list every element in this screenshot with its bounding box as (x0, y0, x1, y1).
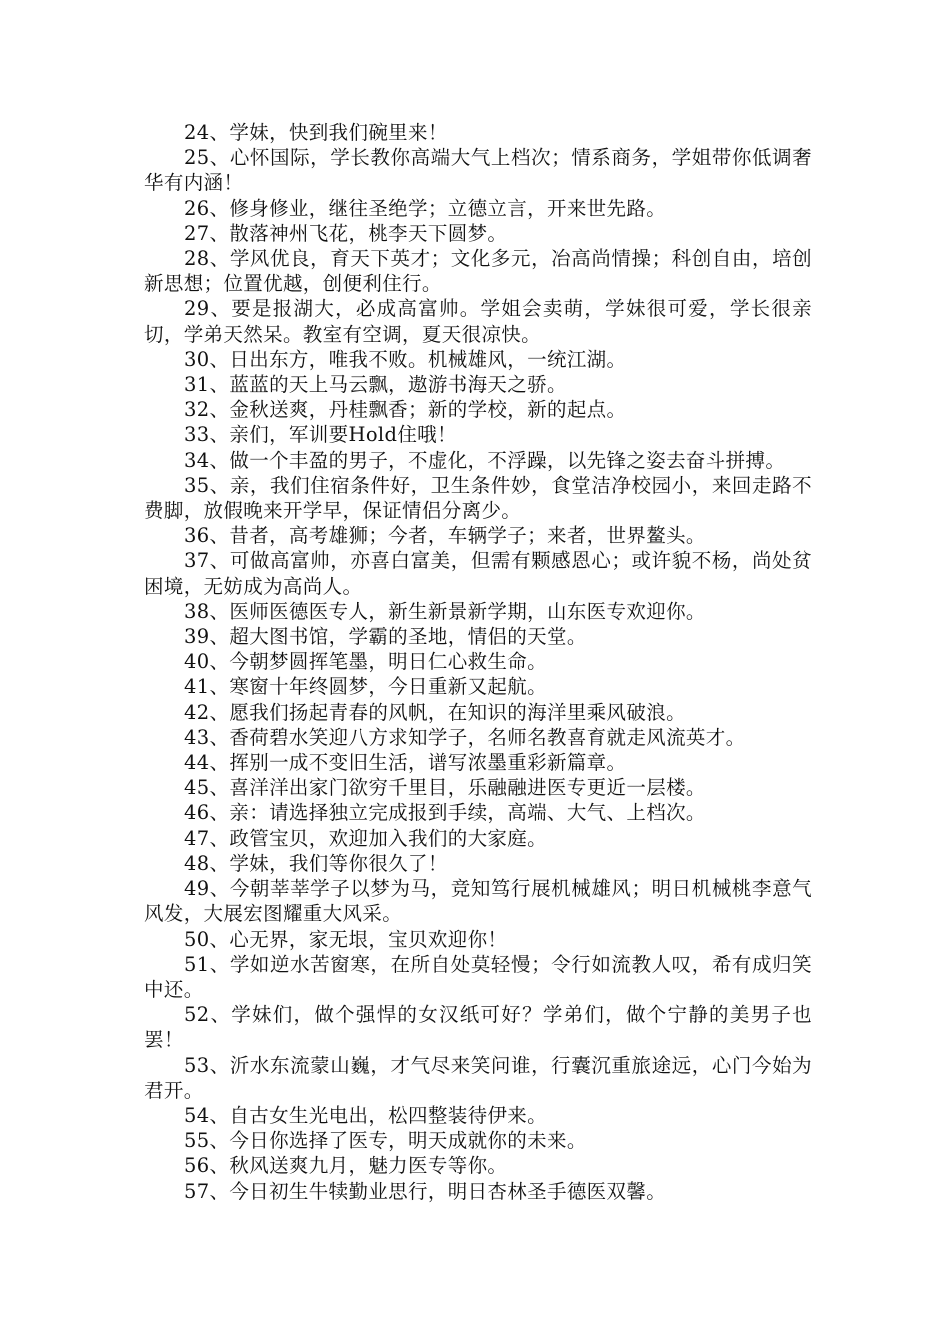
paragraph-36: 36、昔者，高考雄狮；今者，车辆学子；来者，世界鳌头。 (184, 524, 706, 548)
paragraph-56: 56、秋风送爽九月，魅力医专等你。 (184, 1154, 508, 1178)
paragraph-32: 32、金秋送爽，丹桂飘香；新的学校，新的起点。 (184, 398, 627, 422)
paragraph-34: 34、做一个丰盈的男子，不虚化，不浮躁，以先锋之姿去奋斗拼搏。 (184, 448, 786, 472)
paragraph-25: 25、心怀国际，学长教你高端大气上档次；情系商务，学姐带你低调奢华有内涵！ (144, 146, 812, 195)
paragraph-50: 50、心无界，家无垠，宝贝欢迎你！ (184, 927, 508, 951)
paragraph-44: 44、挥别一成不变旧生活，谱写浓墨重彩新篇章。 (184, 751, 627, 775)
paragraph-28: 28、学风优良，育天下英才；文化多元，冶高尚情操；科创自由，培创新思想；位置优越，创便利住行。 (144, 247, 812, 296)
paragraph-35: 35、亲，我们住宿条件好，卫生条件妙，食堂洁净校园小，来回走路不费脚，放假晚来开学早，保证情侣分离少。 (144, 473, 812, 523)
paragraph-39: 39、超大图书馆，学霸的圣地，情侣的天堂。 (184, 625, 587, 649)
paragraph-43: 43、香荷碧水笑迎八方求知学子，名师名教喜育就走风流英才。 (184, 725, 746, 749)
paragraph-46: 46、亲：请选择独立完成报到手续，高端、大气、上档次。 (184, 801, 706, 825)
paragraph-38: 38、医师医德医专人，新生新景新学期，山东医专欢迎你。 (184, 599, 706, 623)
paragraph-40: 40、今朝梦圆挥笔墨，明日仁心救生命。 (184, 650, 547, 674)
paragraph-48: 48、学妹，我们等你很久了！ (184, 851, 448, 875)
paragraph-24: 24、学妹，快到我们碗里来！ (184, 121, 448, 144)
paragraph-41: 41、寒窗十年终圆梦，今日重新又起航。 (184, 675, 547, 699)
paragraph-27: 27、散落神州飞花，桃李天下圆梦。 (184, 221, 508, 245)
paragraph-55: 55、今日你选择了医专，明天成就你的未来。 (184, 1129, 587, 1153)
paragraph-51: 51、学如逆水苦窗寒，在所自处莫轻慢；令行如流教人叹，希有成归笑中还。 (144, 952, 812, 1001)
paragraph-30: 30、日出东方，唯我不败。机械雄风，一统江湖。 (184, 347, 627, 371)
paragraph-26: 26、修身修业，继往圣绝学；立德立言，开来世先路。 (184, 196, 667, 220)
paragraph-37: 37、可做高富帅，亦喜白富美，但需有颗感恩心；或许貌不杨，尚处贫困境，无妨成为高尚人。 (144, 549, 812, 598)
paragraph-31: 31、蓝蓝的天上马云飘，遨游书海天之骄。 (184, 373, 567, 397)
paragraph-45: 45、喜洋洋出家门欲穷千里目，乐融融进医专更近一层楼。 (184, 776, 706, 800)
paragraph-54: 54、自古女生光电出，松四整装待伊来。 (184, 1103, 547, 1127)
paragraph-49: 49、今朝莘莘学子以梦为马，竞知笃行展机械雄风；明日机械桃李意气风发，大展宏图耀重大风采。 (144, 877, 812, 926)
paragraph-33: 33、亲们，军训要Hold住哦！ (184, 423, 457, 447)
paragraph-42: 42、愿我们扬起青春的风帆，在知识的海洋里乘风破浪。 (184, 700, 686, 724)
paragraph-47: 47、政管宝贝，欢迎加入我们的大家庭。 (184, 826, 547, 850)
paragraph-57: 57、今日初生牛犊勤业思行，明日杏林圣手德医双馨。 (184, 1179, 667, 1203)
document-body (144, 120, 812, 1204)
paragraph-29: 29、要是报湖大，必成高富帅。学姐会卖萌，学妹很可爱，学长很亲切，学弟天然呆。教室有空调，夏天很凉快。 (144, 297, 812, 346)
paragraph-53: 53、沂水东流蒙山巍，才气尽来笑问谁，行囊沉重旅途远，心门今始为君开。 (144, 1053, 812, 1102)
paragraph-52: 52、学妹们，做个强悍的女汉纸可好？学弟们，做个宁静的美男子也罢！ (144, 1003, 812, 1052)
